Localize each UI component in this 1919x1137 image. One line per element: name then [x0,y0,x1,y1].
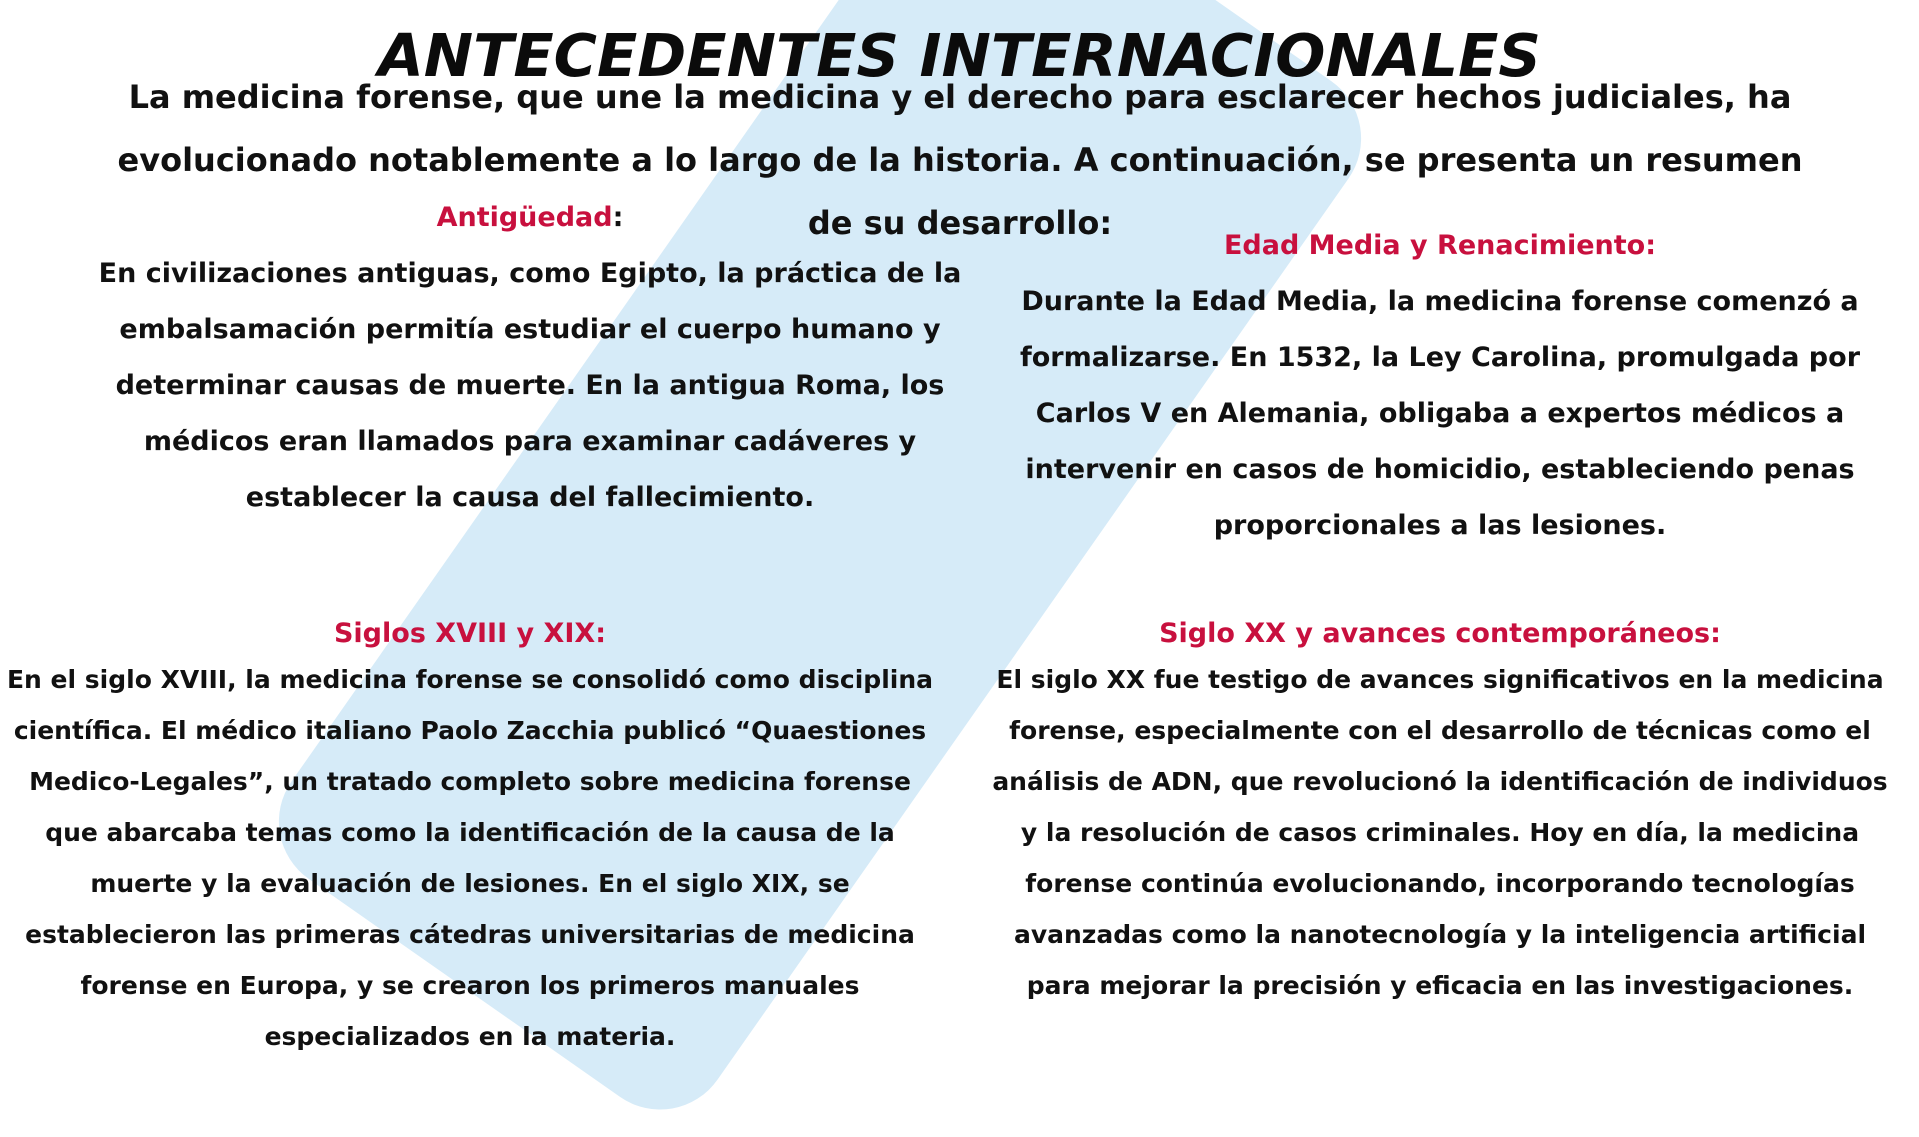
section-siglos-xviii-xix [0,614,940,1062]
section-heading-edad-media: Edad Media y Renacimiento: [1223,230,1657,261]
heading-text: Antigüedad [436,202,613,233]
page-title: ANTECEDENTES INTERNACIONALES [378,21,1541,90]
section-body-siglo-xx: El siglo XX fue testigo de avances significativos en la medicina forense, especialmente con el desarrollo de técnicas como el análisis de ADN, que revolucionó la identificación de individuos y la resolución de casos criminales. Hoy en día, la medicina forense continúa evolucionando, incorporando tecnologías avanzadas como la nanotecnología y la inteligencia artificial para mejorar la precisión y eficacia en las investigaciones. [992,665,1888,1000]
section-body-antiguedad: En civilizaciones antiguas, como Egipto, la práctica de la embalsamación permitía estudiar el cuerpo humano y determinar causas de muerte. En la antigua Roma, los médicos eran llamados para examinar cadáveres y establecer la causa del fallecimiento. [98,258,962,513]
section-heading-siglo-xx: Siglo XX y avances contemporáneos: [1159,618,1721,649]
intro-paragraph: La medicina forense, que une la medicina y el derecho para esclarecer hechos judiciales, ha evolucionado notablemente a lo largo de la historia. A continuación, se presenta un resumen de su desarrollo: [117,78,1803,242]
section-edad-media [1000,226,1880,554]
section-antiguedad [80,198,980,526]
section-siglo-xx [990,614,1890,1011]
section-body-siglos-xviii-xix: En el siglo XVIII, la medicina forense se consolidó como disciplina científica. El médico italiano Paolo Zacchia publicó “Quaestiones Medico-Legales”, un tratado completo sobre medicina forense que abarcaba temas como la identificación de la causa de la muerte y la evaluación de lesiones. En el siglo XIX, se establecieron las primeras cátedras universitarias de medicina forense en Europa, y se crearon los primeros manuales especializados en la materia. [6,665,934,1051]
section-body-edad-media: Durante la Edad Media, la medicina forense comenzó a formalizarse. En 1532, la Ley Carolina, promulgada por Carlos V en Alemania, obligaba a expertos médicos a intervenir en casos de homicidio, estableciendo penas proporcionales a las lesiones. [1019,286,1861,541]
heading-colon: : [612,202,624,233]
section-heading-antiguedad [80,198,980,238]
section-heading-siglos-xviii-xix: Siglos XVIII y XIX: [333,618,607,649]
